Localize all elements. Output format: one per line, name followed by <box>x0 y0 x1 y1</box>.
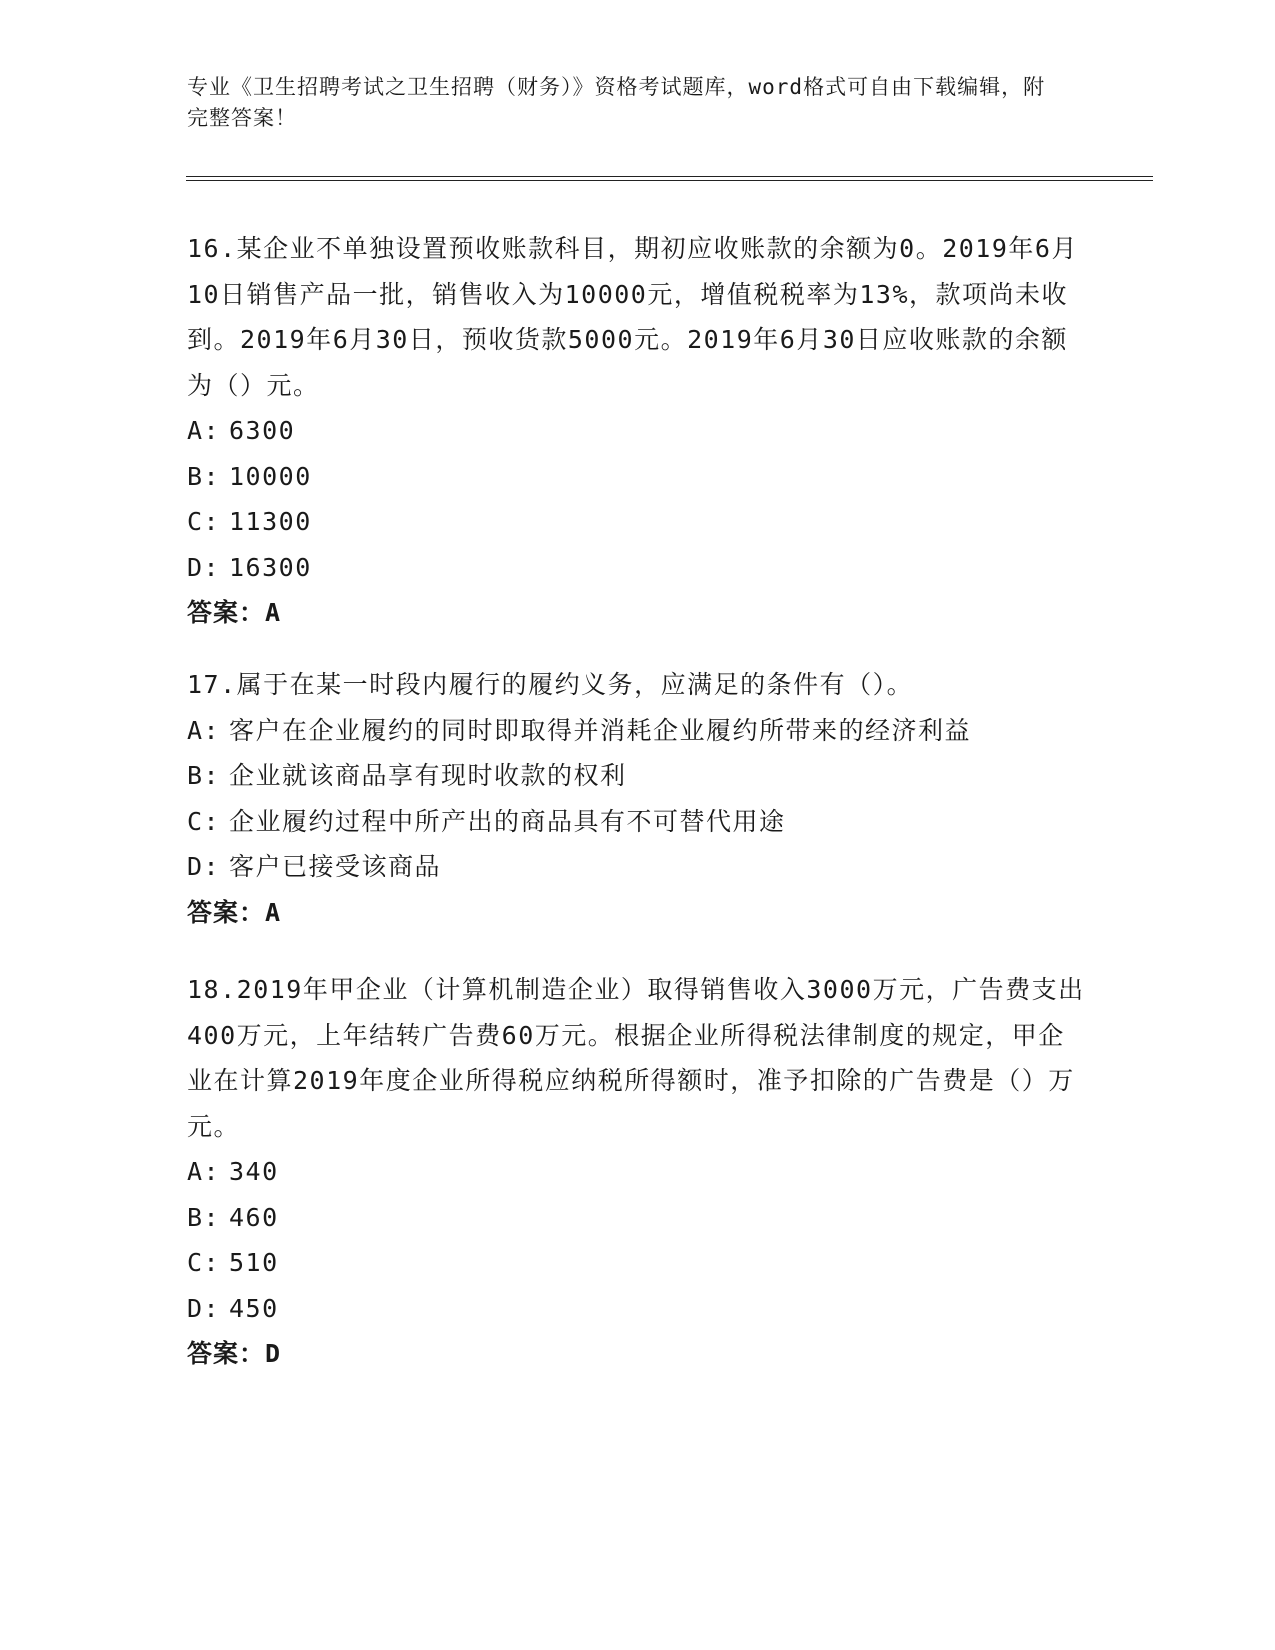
option-text: 510 <box>229 1248 279 1277</box>
option-letter: D: <box>187 852 221 881</box>
header-divider <box>186 176 1153 181</box>
option-letter: C: <box>187 806 221 836</box>
option-a <box>187 1149 1087 1195</box>
option-c <box>187 499 1087 545</box>
option-letter: A: <box>187 715 221 745</box>
option-text: 16300 <box>229 552 312 582</box>
option-a <box>187 408 1087 454</box>
option-d <box>187 545 1087 591</box>
option-text: 10000 <box>229 461 312 491</box>
option-letter: B: <box>187 1202 221 1232</box>
option-text: 企业履约过程中所产出的商品具有不可替代用途 <box>229 806 786 836</box>
question-stem: 18.2019年甲企业（计算机制造企业）取得销售收入3000万元，广告费支出400万元，上年结转广告费60万元。根据企业所得税法律制度的规定，甲企业在计算2019年度企业所得税应纳税所得额时，准予扣除的广告费是（）万元。 <box>187 975 1085 1141</box>
option-text: 11300 <box>229 507 312 536</box>
question-17 <box>187 662 1087 935</box>
option-d <box>187 844 1087 890</box>
option-letter: A: <box>187 416 221 445</box>
option-text: 客户在企业履约的同时即取得并消耗企业履约所带来的经济利益 <box>229 715 972 745</box>
option-text: 企业就该商品享有现时收款的权利 <box>229 761 627 790</box>
option-d <box>187 1286 1087 1332</box>
answer-label: 答案：A <box>187 598 282 627</box>
answer-label: 答案：D <box>187 1339 282 1368</box>
option-text: 340 <box>229 1157 279 1186</box>
option-c <box>187 1240 1087 1286</box>
option-letter: A: <box>187 1157 221 1186</box>
option-letter: D: <box>187 1293 221 1323</box>
option-text: 6300 <box>229 416 296 445</box>
option-text: 450 <box>229 1293 279 1323</box>
question-16 <box>187 226 1087 636</box>
option-letter: C: <box>187 1248 221 1277</box>
question-stem: 16.某企业不单独设置预收账款科目，期初应收账款的余额为0。2019年6月10日销售产品一批，销售收入为10000元，增值税税率为13%，款项尚未收到。2019年6月30日，预收货款5000元。2019年6月30日应收账款的余额为（）元。 <box>187 234 1078 400</box>
option-b <box>187 1195 1087 1241</box>
option-text: 客户已接受该商品 <box>229 852 442 881</box>
answer-label: 答案：A <box>187 897 282 927</box>
option-letter: B: <box>187 461 221 491</box>
question-18 <box>187 967 1087 1377</box>
option-a <box>187 708 1087 754</box>
question-stem: 17.属于在某一时段内履行的履约义务，应满足的条件有（）。 <box>187 670 914 699</box>
option-c <box>187 799 1087 845</box>
option-letter: C: <box>187 507 221 536</box>
document-header: 专业《卫生招聘考试之卫生招聘（财务）》资格考试题库，word格式可自由下载编辑，附完整答案！ <box>187 75 1046 130</box>
option-letter: D: <box>187 552 221 582</box>
option-b <box>187 454 1087 500</box>
option-letter: B: <box>187 761 221 790</box>
option-b <box>187 753 1087 799</box>
option-text: 460 <box>229 1202 279 1232</box>
